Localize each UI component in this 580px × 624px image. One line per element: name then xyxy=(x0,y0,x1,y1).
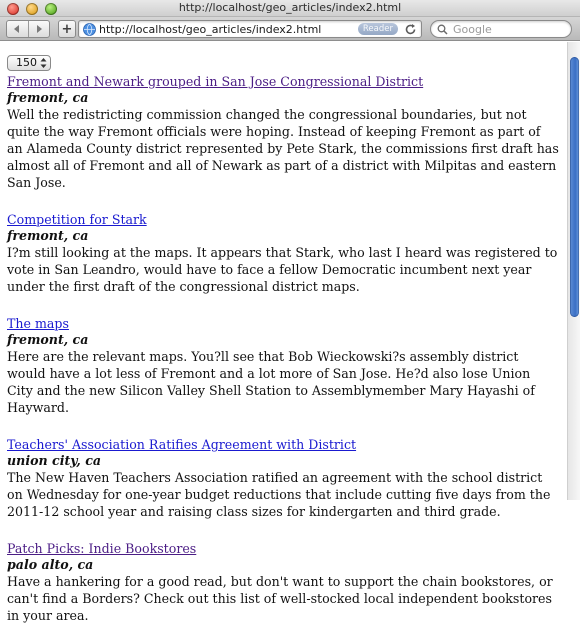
forward-arrow-icon xyxy=(34,24,44,34)
article-location: fremont, ca xyxy=(7,228,89,243)
article-title-link[interactable]: Competition for Stark xyxy=(7,212,147,227)
article-location: union city, ca xyxy=(7,453,102,468)
article-body: I?m still looking at the maps. It appears that Stark, who last I heard was registered to vote in San Leandro, would have to face a fellow Democratic incumbent next year under the first draft of the congressional district maps. xyxy=(7,245,558,294)
article-item xyxy=(7,540,567,624)
article-body: The New Haven Teachers Association ratified an agreement with the school district on Wednesday for one-year budget reductions that include cutting five days from the 2011-12 school year and raising class sizes for kindergarten and third grade. xyxy=(7,470,551,519)
article-location: fremont, ca xyxy=(7,90,89,105)
window-title: http://localhost/geo_articles/index2.html xyxy=(178,1,402,14)
article-title-link[interactable]: Fremont and Newark grouped in San Jose Congressional District xyxy=(7,74,424,89)
result-count-select[interactable] xyxy=(7,55,51,71)
article-item xyxy=(7,211,567,295)
address-text: http://localhost/geo_articles/index2.html xyxy=(99,23,322,36)
back-button[interactable] xyxy=(7,21,28,37)
scrollbar-thumb[interactable] xyxy=(570,57,579,317)
article-item xyxy=(7,73,567,191)
article-body: Have a hankering for a good read, but don't want to support the chain bookstores, or can't find a Borders? Check out this list of well-stocked local independent bookstores in your area. xyxy=(7,574,553,623)
add-bookmark-button[interactable]: + xyxy=(58,20,76,38)
article-title-link[interactable]: Patch Picks: Indie Bookstores xyxy=(7,541,197,556)
article-title-link[interactable]: Teachers' Association Ratifies Agreement with District xyxy=(7,437,357,452)
article-body: Here are the relevant maps. You?ll see that Bob Wieckowski?s assembly district would have a lot less of Fremont and a lot more of San Jose. He?d also lose Union City and the new Silicon Valley Shell Station to Assemblymember Mary Hayashi of Hayward. xyxy=(7,349,535,415)
vertical-scrollbar[interactable] xyxy=(567,42,580,500)
count-select-row xyxy=(7,51,567,73)
reload-icon[interactable] xyxy=(404,23,417,36)
address-bar[interactable] xyxy=(78,20,422,38)
navigation-buttons xyxy=(6,20,50,38)
search-input[interactable] xyxy=(453,22,565,36)
browser-toolbar xyxy=(0,17,580,41)
search-icon xyxy=(437,24,448,35)
search-field[interactable] xyxy=(430,20,572,38)
page-content xyxy=(0,42,567,623)
article-location: palo alto, ca xyxy=(7,557,94,572)
select-arrows-icon xyxy=(40,57,47,69)
window-titlebar xyxy=(0,0,580,17)
globe-icon xyxy=(83,23,96,36)
article-title-link[interactable]: The maps xyxy=(7,316,69,331)
result-count-value: 150 xyxy=(16,56,37,69)
back-arrow-icon xyxy=(12,24,22,34)
reader-button[interactable]: Reader xyxy=(358,23,398,35)
article-body: Well the redistricting commission changed the congressional boundaries, but not quite the way Fremont officials were hoping. Instead of keeping Fremont as part of an Alameda County district represented by Pete Stark, the commissions first draft has almost all of Fremont and all of Newark as part of a district with Milpitas and eastern San Jose. xyxy=(7,107,559,190)
article-item xyxy=(7,436,567,520)
article-item xyxy=(7,315,567,416)
article-location: fremont, ca xyxy=(7,332,89,347)
forward-button[interactable] xyxy=(28,21,49,37)
